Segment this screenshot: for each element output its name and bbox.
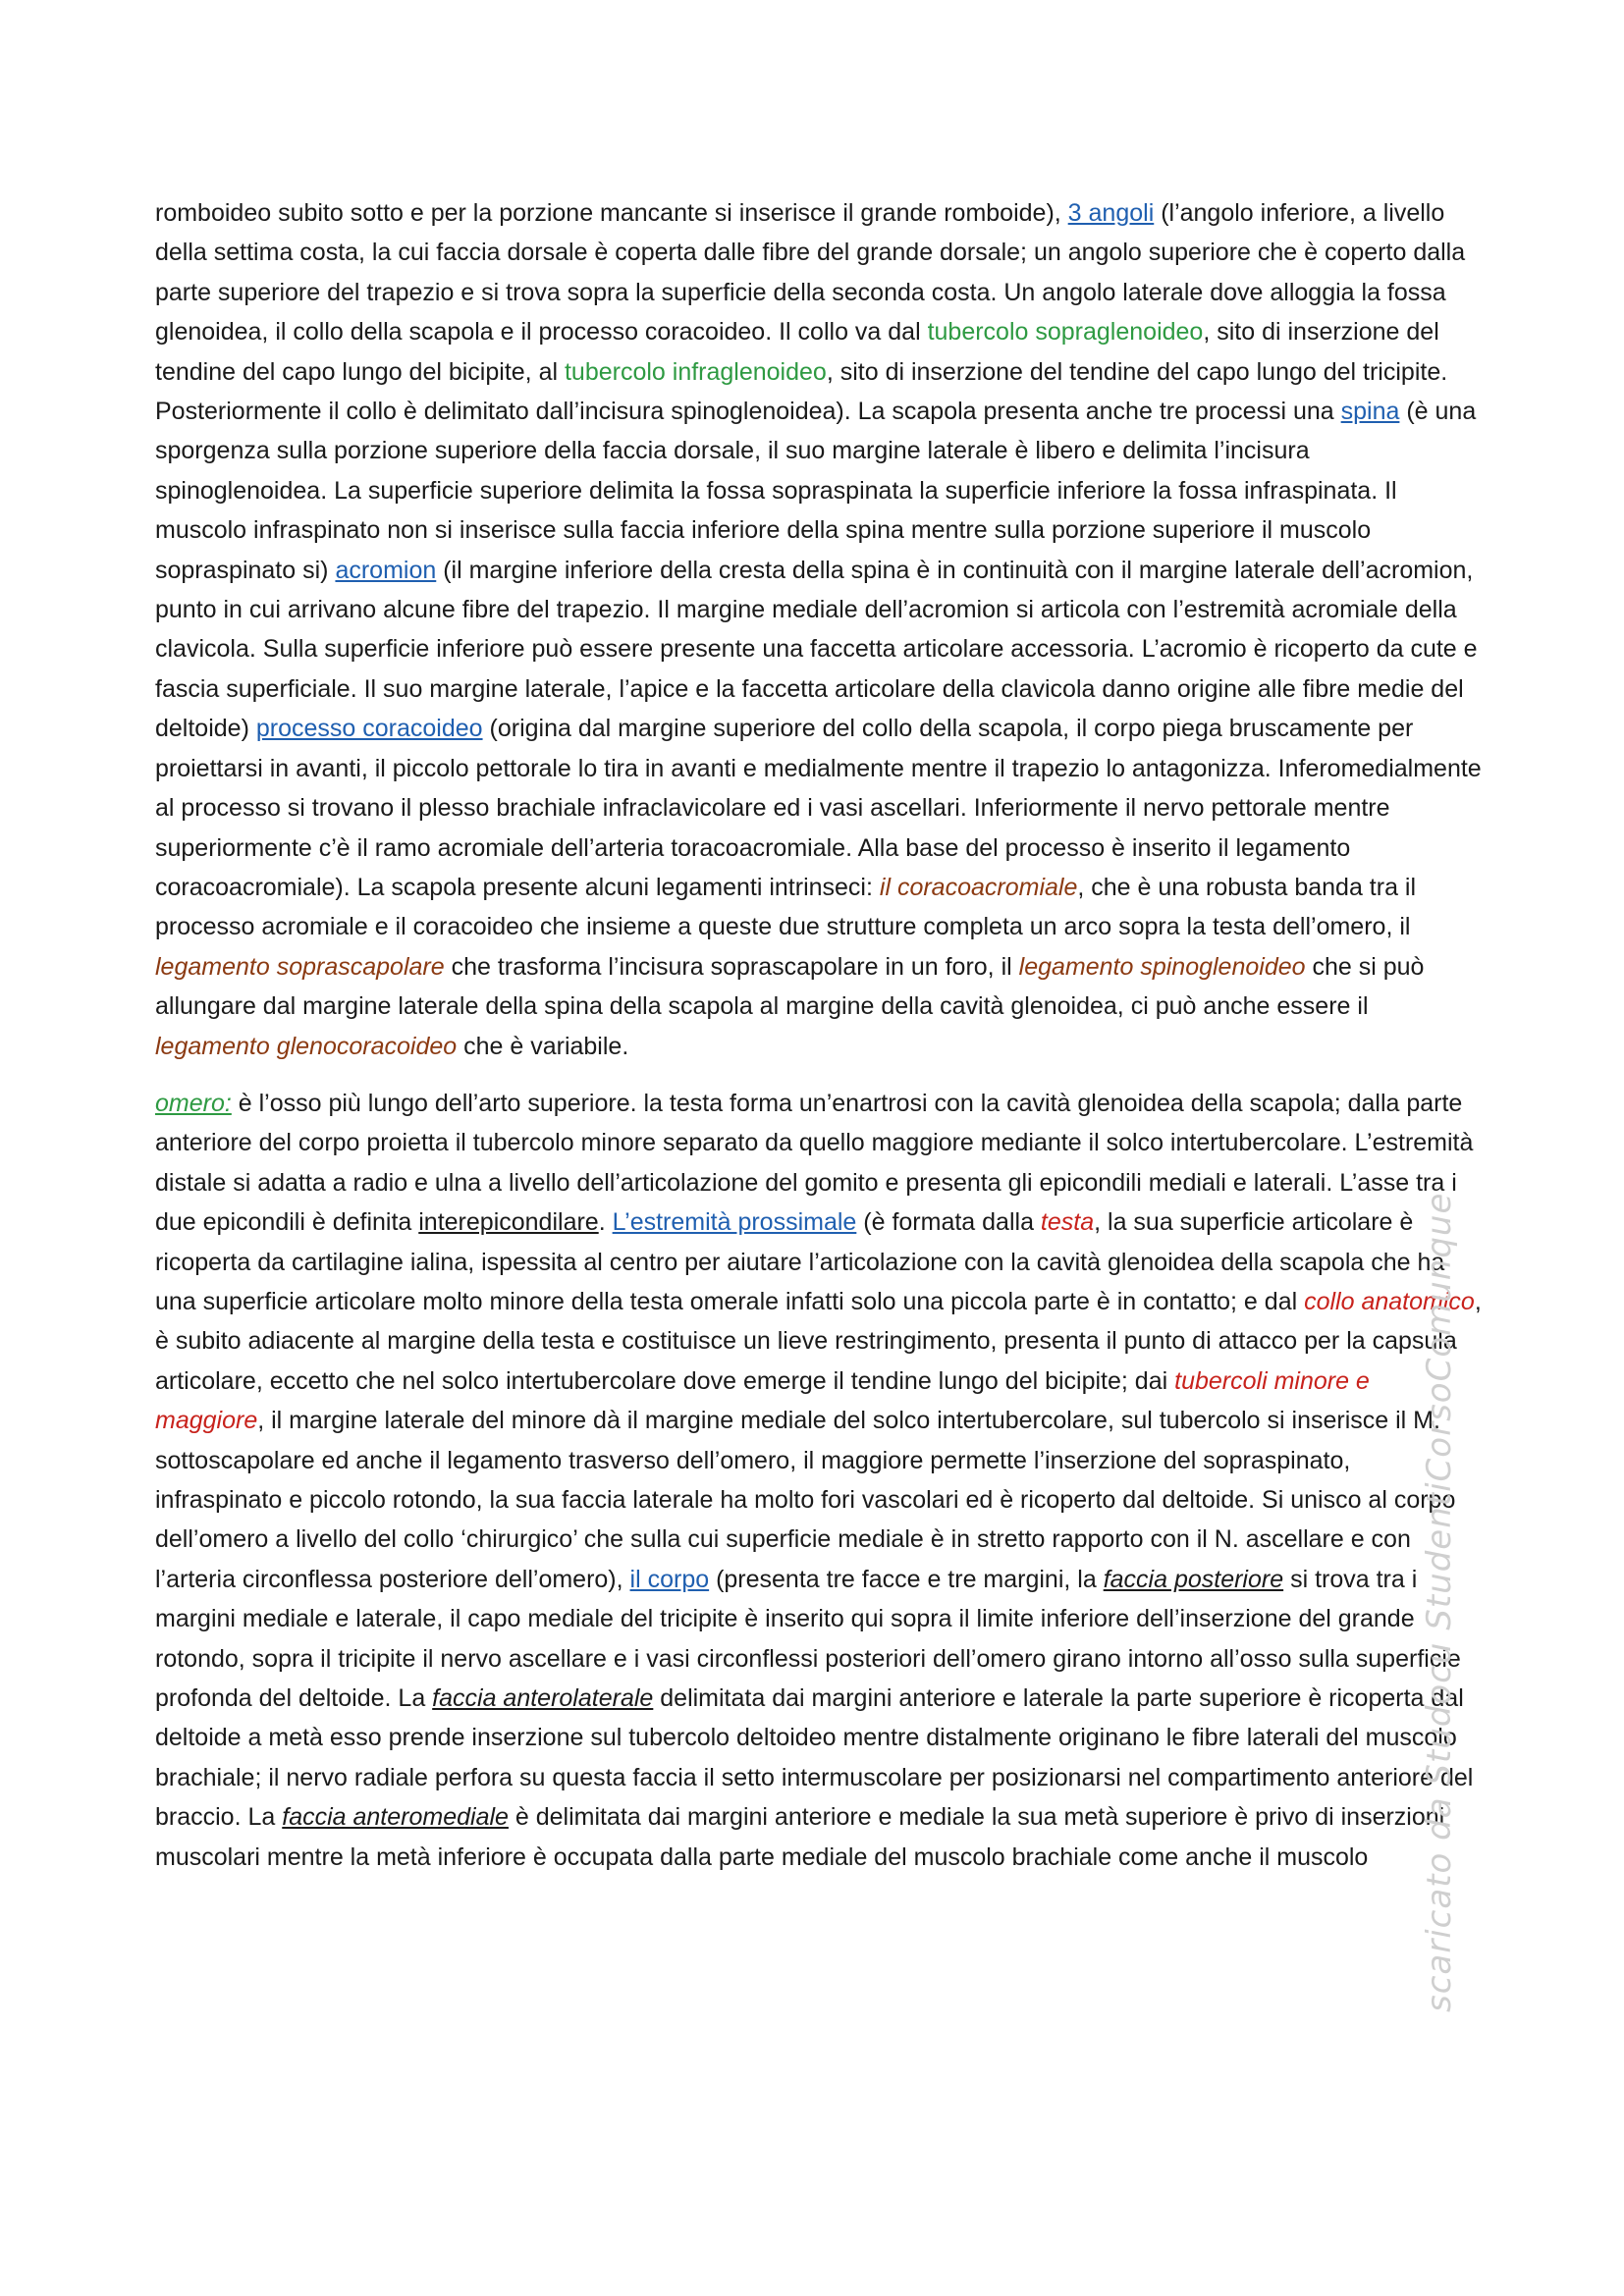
term-faccia-anterolaterale: faccia anterolaterale: [432, 1684, 654, 1713]
term-tubercolo-infraglenoideo: tubercolo infraglenoideo: [564, 357, 827, 386]
term-legamento-soprascapolare: legamento soprascapolare: [155, 952, 445, 981]
term-legamento-spinoglenoideo: legamento spinoglenoideo: [1018, 952, 1306, 981]
link-estremita-prossimale[interactable]: L’estremità prossimale: [612, 1208, 857, 1237]
term-legamento-glenocoracoideo: legamento glenocoracoideo: [155, 1032, 458, 1060]
term-interepicondilare: interepicondilare: [418, 1208, 599, 1237]
term-coracoacromiale: il coracoacromiale: [879, 873, 1078, 901]
link-processo-coracoideo[interactable]: processo coracoideo: [255, 715, 483, 743]
watermark: scaricato da Studocu StudentiCorsoComunque: [1420, 1192, 1459, 2012]
link-3-angoli[interactable]: 3 angoli: [1067, 199, 1155, 227]
term-tubercoli-minore-maggiore: tubercoli minore e maggiore: [155, 1366, 1370, 1435]
omero-paragraph: omero: è l’osso più lungo dell’arto superiore. la testa forma un’enartrosi con la cavità glenoidea della scapola; dalla parte anteriore del corpo proietta il tubercolo minore separato da quello maggiore mediante il solco intertubercolare. L’estremità distale si adatta a radio e ulna a livello dell’articolazione del gomito e presenta gli epicondili mediali e laterali. L’asse tra i due epicondili è definita interepicondilare. L’estremità prossimale (è formata dalla testa, la sua superficie articolare è ricoperta da cartilagine ialina, ispessita al centro per aiutare l’articolazione con la cavità glenoidea della scapola che ha una superficie articolare molto minore della testa omerale infatti solo una piccola parte è in contatto; e dal collo anatomico, è subito adiacente al margine della testa e costituisce un lieve restringimento, presenta il punto di attacco per la capsula articolare, eccetto che nel solco intertubercolare dove emerge il tendine lungo del bicipite; dai tubercoli minore e maggiore, il margine laterale del minore dà il margine mediale del solco intertubercolare, sul tubercolo si inserisce il M. sottoscapolare ed anche il legamento trasverso dell’omero, il maggiore permette l’inserzione del sopraspinato, infraspinato e piccolo rotondo, la sua faccia laterale ha molto fori vascolari ed è ricoperto dal deltoide. Si unisco al corpo dell’omero a livello del collo ‘chirurgico’ che sulla cui superficie mediale è in stretto rapporto con il N. ascellare e con l’arteria circonflessa posteriore dell’omero), il corpo (presenta tre facce e tre margini, la faccia posteriore si trova tra i margini mediale e laterale, il capo mediale del tricipite è inserito qui sopra il limite inferiore dell’inserzione del grande rotondo, sopra il tricipite il nervo ascellare e i vasi circonflessi posteriori dell’omero girano intorno all’osso sulla superficie profonda del deltoide. La faccia anterolaterale delimitata dai margini anteriore e laterale la parte superiore è ricoperta dal deltoide a metà esso prende inserzione sul tubercolo deltoideo mentre distalmente originano le fibre laterali del muscolo brachiale; il nervo radiale perfora su questa faccia il setto intermuscolare per posizionarsi nel compartimento anteriore del braccio. La faccia anteromediale è delimitata dai margini anteriore e mediale la sua metà superiore è privo di inserzioni muscolari mentre la metà inferiore è occupata dalla parte mediale del muscolo brachiale come anche il muscolo: [155, 1089, 1482, 1871]
link-spina[interactable]: spina: [1340, 398, 1400, 426]
scapola-paragraph: romboideo subito sotto e per la porzione mancante si inserisce il grande romboide), 3 angoli (l’angolo inferiore, a livello della settima costa, la cui faccia dorsale è coperta dalle fibre del grande dorsale; un angolo superiore che è coperto dalla parte superiore del trapezio e si trova sopra la superficie della seconda costa. Un angolo laterale dove alloggia la fossa glenoidea, il collo della scapola e il processo coracoideo. Il collo va dal tubercolo sopraglenoideo, sito di inserzione del tendine del capo lungo del bicipite, al tubercolo infraglenoideo, sito di inserzione del tendine del capo lungo del tricipite. Posteriormente il collo è delimitato dall’incisura spinoglenoidea). La scapola presenta anche tre processi una spina (è una sporgenza sulla porzione superiore della faccia dorsale, il suo margine laterale è libero e delimita l’incisura spinoglenoidea. La superficie superiore delimita la fossa sopraspinata la superficie inferiore la fossa infraspinata. Il muscolo infraspinato non si inserisce sulla faccia inferiore della spina mentre sulla porzione superiore il muscolo sopraspinato si) acromion (il margine inferiore della cresta della spina è in continuità con il margine laterale dell’acromion, punto in cui arrivano alcune fibre del trapezio. Il margine mediale dell’acromion si articola con l’estremità acromiale della clavicola. Sulla superficie inferiore può essere presente una faccetta articolare accessoria. L’acromio è ricoperto da cute e fascia superficiale. Il suo margine laterale, l’apice e la faccetta articolare della clavicola danno origine alle fibre medie del deltoide) processo coracoideo (origina dal margine superiore del collo della scapola, il corpo piega bruscamente per proiettarsi in avanti, il piccolo pettorale lo tira in avanti e medialmente mentre il trapezio lo antagonizza. Inferomedialmente al processo si trovano il plesso brachiale infraclavicolare ed i vasi ascellari. Inferiormente il nervo pettorale mentre superiormente c’è il ramo acromiale dell’arteria toracoacromiale. Alla base del processo è inserito il legamento coracoacromiale). La scapola presente alcuni legamenti intrinseci: il coracoacromiale, che è una robusta banda tra il processo acromiale e il coracoideo che insieme a queste due strutture completa un arco sopra la testa dell’omero, il legamento soprascapolare che trasforma l’incisura soprascapolare in un foro, il legamento spinoglenoideo che si può allungare dal margine laterale della spina della scapola al margine della cavità glenoidea, ci può anche essere il legamento glenocoracoideo che è variabile.: [155, 199, 1482, 1060]
term-tubercolo-sopraglenoideo: tubercolo sopraglenoideo: [927, 318, 1204, 347]
term-faccia-anteromediale: faccia anteromediale: [282, 1803, 509, 1832]
term-testa: testa: [1040, 1208, 1095, 1237]
term-faccia-posteriore: faccia posteriore: [1103, 1565, 1284, 1593]
link-acromion[interactable]: acromion: [335, 556, 437, 584]
link-il-corpo[interactable]: il corpo: [629, 1565, 710, 1593]
term-collo-anatomico: collo anatomico: [1304, 1287, 1475, 1315]
page-body: [155, 193, 1483, 1877]
heading-omero: omero:: [155, 1089, 232, 1117]
